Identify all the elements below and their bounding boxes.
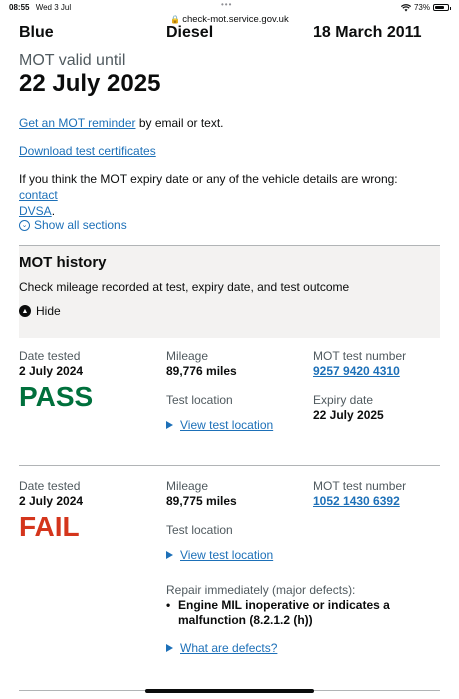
battery-icon <box>433 4 449 11</box>
multitasking-dots-icon[interactable]: ••• <box>221 0 233 9</box>
hide-label: Hide <box>36 304 61 318</box>
record-date-col <box>19 349 93 413</box>
reminder-paragraph <box>19 115 224 131</box>
expiry-value: 22 July 2025 <box>313 408 384 422</box>
status-date: Wed 3 Jul <box>35 3 72 12</box>
date-tested-label: Date tested <box>19 479 81 493</box>
mileage-value: 89,775 miles <box>166 494 237 508</box>
mot-history-subtitle: Check mileage recorded at test, expiry date, and test outcome <box>19 280 350 294</box>
battery-fill <box>435 6 444 9</box>
mot-valid-date: 22 July 2025 <box>19 70 161 97</box>
hide-history-button[interactable] <box>19 304 61 318</box>
home-indicator[interactable] <box>145 689 314 693</box>
contact-text: If you think the MOT expiry date or any of the vehicle details are wrong: <box>19 172 398 186</box>
mileage-label: Mileage <box>166 479 209 493</box>
what-are-defects-link[interactable]: What are defects? <box>180 641 278 655</box>
contact-dvsa-link-part2[interactable]: DVSA <box>19 204 52 218</box>
contact-end: . <box>51 204 56 218</box>
chevron-up-icon: ▲ <box>19 305 31 317</box>
vehicle-colour: Blue <box>19 24 54 38</box>
lock-icon: 🔒 <box>170 15 181 24</box>
mot-record-fail <box>19 479 440 659</box>
reminder-text: by email or text. <box>135 116 224 130</box>
vehicle-fuel: Diesel <box>166 24 214 38</box>
triangle-right-icon <box>166 421 173 429</box>
status-time: 08:55 <box>9 3 30 12</box>
status-bar <box>0 0 459 14</box>
record-mileage-col <box>166 349 273 432</box>
wifi-icon <box>401 4 411 12</box>
test-number-link[interactable]: 1052 1430 6392 <box>313 494 400 508</box>
mot-history-title: MOT history <box>19 254 107 271</box>
mileage-value: 89,776 miles <box>166 364 237 378</box>
status-time-date <box>9 3 71 12</box>
url-text: check-mot.service.gov.uk <box>182 14 289 25</box>
vehicle-registered-date: 18 March 2011 <box>313 24 422 38</box>
record-divider <box>19 465 440 466</box>
record-test-number-col <box>313 479 406 509</box>
test-number-link[interactable]: 9257 9420 4310 <box>313 364 400 378</box>
mot-valid-label: MOT valid until <box>19 52 126 69</box>
view-test-location-link[interactable]: View test location <box>180 418 274 432</box>
date-tested-value: 2 July 2024 <box>19 494 84 508</box>
expiry-label: Expiry date <box>313 393 374 407</box>
show-all-label: Show all sections <box>34 218 127 232</box>
view-test-location-toggle[interactable] <box>166 548 446 562</box>
test-number-label: MOT test number <box>313 479 407 493</box>
view-test-location-toggle[interactable] <box>166 418 273 432</box>
vehicle-summary-row <box>19 22 441 38</box>
what-are-defects-toggle[interactable] <box>166 641 446 655</box>
status-indicators <box>401 3 449 12</box>
record-date-col <box>19 479 83 543</box>
contact-dvsa-link-part1[interactable]: contact <box>19 188 58 202</box>
defect-item: • Engine MIL inoperative or indicates a malfunction (8.2.1.2 (h)) <box>166 598 446 628</box>
mot-reminder-link[interactable]: Get an MOT reminder <box>19 116 136 130</box>
view-test-location-link[interactable]: View test location <box>180 548 274 562</box>
download-certificates-link[interactable]: Download test certificates <box>19 144 156 158</box>
mot-history-panel <box>19 245 440 338</box>
date-tested-value: 2 July 2024 <box>19 364 84 378</box>
defect-list <box>166 598 446 628</box>
record-test-number-col <box>313 349 406 423</box>
triangle-right-icon <box>166 551 173 559</box>
test-number-label: MOT test number <box>313 349 407 363</box>
repair-immediately-label: Repair immediately (major defects): <box>166 583 356 597</box>
triangle-right-icon <box>166 644 173 652</box>
mot-record-pass <box>19 349 440 454</box>
date-tested-label: Date tested <box>19 349 81 363</box>
battery-percent: 73% <box>413 3 430 12</box>
download-paragraph <box>19 143 156 159</box>
test-location-label: Test location <box>166 523 233 537</box>
result-fail: FAIL <box>19 511 80 542</box>
mileage-label: Mileage <box>166 349 209 363</box>
result-pass: PASS <box>19 381 94 412</box>
show-all-sections-button[interactable] <box>19 218 127 232</box>
chevron-down-icon: ⌄ <box>19 220 30 231</box>
contact-paragraph <box>19 171 429 219</box>
test-location-label: Test location <box>166 393 233 407</box>
